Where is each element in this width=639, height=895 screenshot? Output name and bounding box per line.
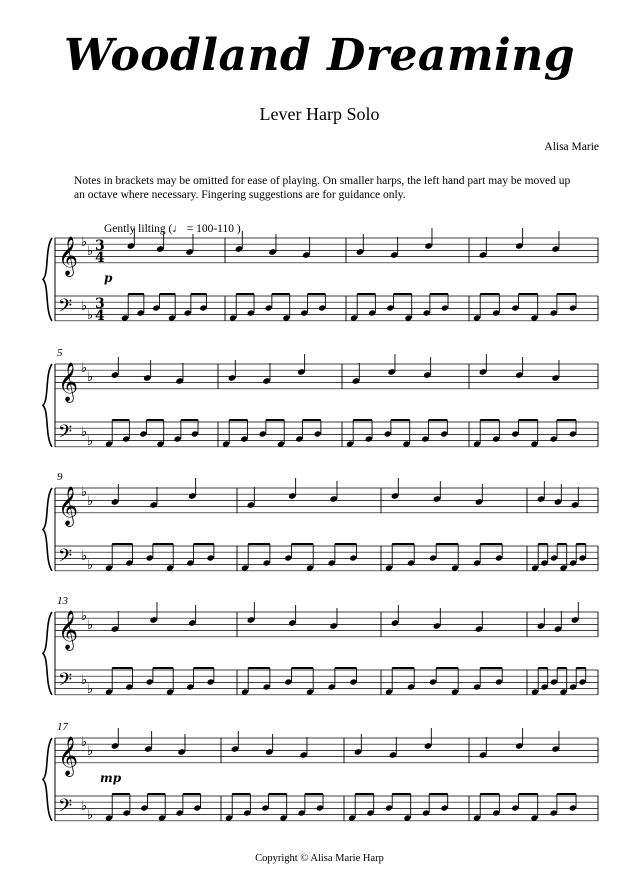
quarter-note-icon: ♩ xyxy=(172,223,184,235)
treble-clef-icon: 𝄞 xyxy=(58,610,79,650)
treble-clef-icon: 𝄞 xyxy=(58,236,79,276)
measure-number: 5 xyxy=(57,347,63,359)
flat-icon: ♭ xyxy=(81,799,88,814)
piece-subtitle: Lever Harp Solo xyxy=(259,104,380,124)
system-brace xyxy=(43,738,52,821)
treble-staff xyxy=(55,361,598,403)
treble-staff xyxy=(55,235,598,277)
flat-icon: ♭ xyxy=(81,361,88,376)
flat-icon: ♭ xyxy=(87,744,94,759)
time-signature-top: 3 xyxy=(95,296,105,312)
flat-icon: ♭ xyxy=(87,308,94,323)
bass-staff xyxy=(55,670,598,697)
flat-icon: ♭ xyxy=(81,735,88,750)
time-signature-bottom: 4 xyxy=(95,308,105,324)
dynamic-marking: mp xyxy=(100,771,122,785)
bass-clef-icon: 𝄢 xyxy=(58,670,73,695)
music-system xyxy=(43,228,598,324)
system-brace xyxy=(43,238,52,321)
music-system xyxy=(43,595,598,697)
measure-number: 17 xyxy=(57,721,68,733)
dynamic-marking: p xyxy=(104,271,113,285)
flat-icon: ♭ xyxy=(87,244,94,259)
flat-icon: ♭ xyxy=(81,299,88,314)
flat-icon: ♭ xyxy=(81,235,88,250)
flat-icon: ♭ xyxy=(87,808,94,823)
flat-icon: ♭ xyxy=(81,673,88,688)
system-brace xyxy=(43,612,52,695)
treble-clef-icon: 𝄞 xyxy=(58,486,79,526)
flat-icon: ♭ xyxy=(87,434,94,449)
piece-title: Woodland Dreaming xyxy=(64,30,575,81)
copyright-notice: Copyright © Alisa Marie Harp xyxy=(255,853,384,864)
flat-icon: ♭ xyxy=(81,485,88,500)
music-system xyxy=(43,721,598,823)
music-system xyxy=(43,347,598,449)
time-signature-bottom: 4 xyxy=(95,250,105,266)
flat-icon: ♭ xyxy=(87,370,94,385)
treble-clef-icon: 𝄞 xyxy=(58,362,79,402)
flat-icon: ♭ xyxy=(81,549,88,564)
time-signature-top: 3 xyxy=(95,238,105,254)
tempo-prefix: Gently lilting ( xyxy=(104,223,173,235)
flat-icon: ♭ xyxy=(81,425,88,440)
treble-clef-icon: 𝄞 xyxy=(58,736,79,776)
system-brace xyxy=(43,364,52,447)
system-brace xyxy=(43,488,52,571)
bass-clef-icon: 𝄢 xyxy=(58,296,73,321)
flat-icon: ♭ xyxy=(87,618,94,633)
tempo-value: = 100-110 ) xyxy=(186,223,241,235)
measure-number: 9 xyxy=(57,471,63,483)
bass-clef-icon: 𝄢 xyxy=(58,422,73,447)
treble-staff xyxy=(55,485,598,527)
bass-clef-icon: 𝄢 xyxy=(58,796,73,821)
composer-name: Alisa Marie xyxy=(544,141,599,153)
performance-notes: Notes in brackets may be omitted for ease of playing. On smaller harps, the left hand part may be moved up an octave where necessary. Fingering suggestions are for guidance only. xyxy=(74,175,571,201)
bass-clef-icon: 𝄢 xyxy=(58,546,73,571)
bass-staff xyxy=(55,546,598,573)
treble-staff xyxy=(55,735,598,777)
flat-icon: ♭ xyxy=(87,494,94,509)
measure-number: 13 xyxy=(57,595,68,607)
flat-icon: ♭ xyxy=(87,682,94,697)
flat-icon: ♭ xyxy=(81,609,88,624)
music-system xyxy=(43,471,598,573)
treble-staff xyxy=(55,609,598,651)
flat-icon: ♭ xyxy=(87,558,94,573)
